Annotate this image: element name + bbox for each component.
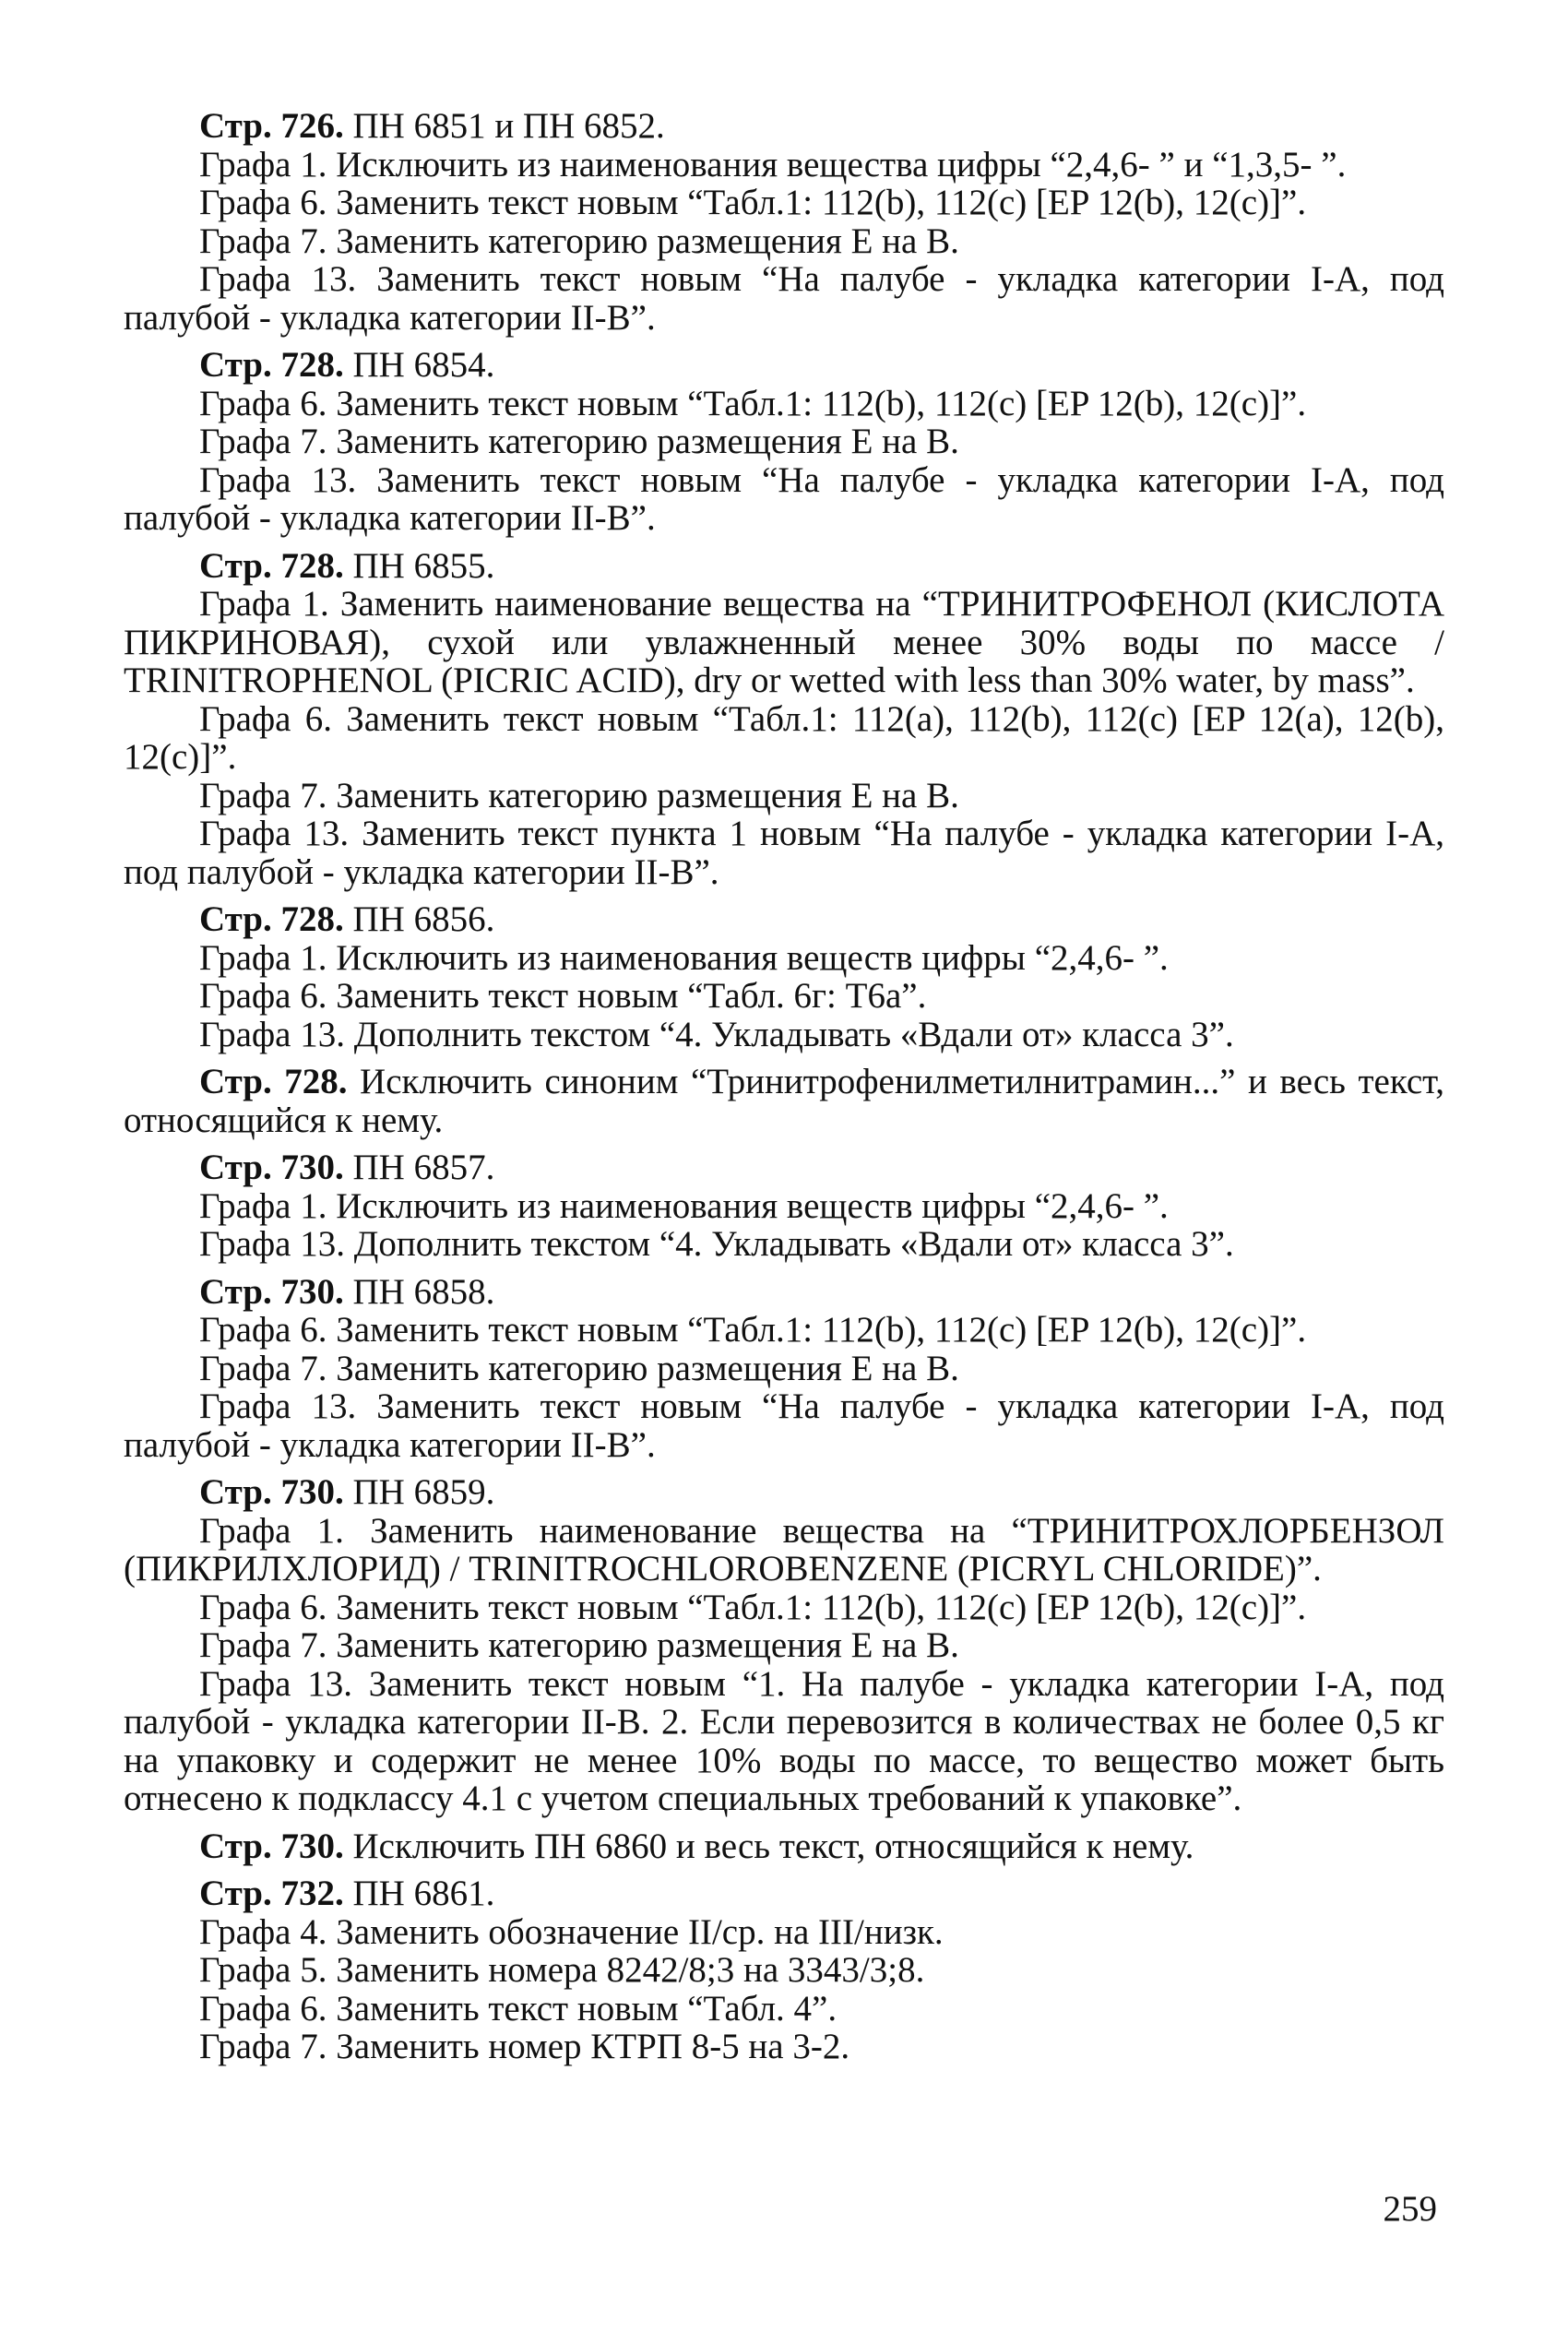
document-body [124,107,1444,2076]
page-reference: Стр. 730. [199,1148,344,1187]
section-heading [124,107,1444,146]
column-instruction: Графа 4. Заменить обозначение II/ср. на III/низк. [199,1911,944,1952]
page-reference: Стр. 732. [199,1874,344,1913]
section-heading [124,900,1444,939]
heading-text: ПН 6855. [343,545,495,586]
page-reference: Стр. 726. [199,106,344,146]
column-instruction: Графа 7. Заменить категорию размещения Е на В. [199,1625,959,1665]
section-heading [124,1063,1444,1139]
column-instruction: Графа 7. Заменить категорию размещения Е на В. [199,220,959,261]
section-heading [124,547,1444,586]
column-instruction: Графа 13. Заменить текст пункта 1 новым “На палубе - укладка категории I-A, под палубой - укладка категории II-B”. [124,814,1444,892]
column-instruction: Графа 6. Заменить текст новым “Табл.1: 112(a), 112(b), 112(c) [EP 12(a), 12(b), 12(c)]”. [124,698,1444,777]
column-instruction: Графа 6. Заменить текст новым “Табл.1: 112(b), 112(c) [EP 12(b), 12(c)]”. [199,383,1307,423]
page-reference: Стр. 728. [199,345,344,385]
heading-text: ПН 6851 и ПН 6852. [343,106,665,146]
page-reference: Стр. 728. [199,899,344,939]
column-instruction: Графа 7. Заменить номер КТРП 8-5 на 3-2. [199,2027,850,2066]
page-reference: Стр. 730. [199,1472,344,1512]
amendment-section [124,1874,1444,2066]
section-heading [124,1874,1444,1913]
column-instruction: Графа 13. Заменить текст новым “На палубе - укладка категории I-A, под палубой - укладка категории II-B”. [124,459,1444,538]
heading-text: ПН 6854. [343,345,495,385]
column-instruction: Графа 7. Заменить категорию размещения Е на В. [199,422,959,461]
amendment-section [124,346,1444,538]
section-heading [124,1148,1444,1187]
column-instruction: Графа 6. Заменить текст новым “Табл.1: 112(b), 112(c) [EP 12(b), 12(c)]”. [199,1587,1307,1627]
column-instruction: Графа 1. Заменить наименование вещества на “ТРИНИТРОХЛОРБЕНЗОЛ (ПИКРИЛХЛОРИД) / TRINITROCHLOROBENZENE (PICRYL CHLORIDE)”. [124,1510,1444,1588]
column-instruction: Графа 6. Заменить текст новым “Табл.1: 112(b), 112(c) [EP 12(b), 12(c)]”. [199,183,1307,222]
heading-text: ПН 6861. [343,1874,495,1913]
section-heading [124,1273,1444,1312]
amendment-section [124,1473,1444,1818]
column-instruction: Графа 7. Заменить категорию размещения Е на В. [199,1348,959,1388]
amendment-section [124,1273,1444,1465]
heading-text: ПН 6858. [343,1271,495,1312]
heading-text: ПН 6857. [343,1148,495,1187]
amendment-section [124,107,1444,337]
section-heading [124,1827,1444,1866]
heading-text: ПН 6859. [343,1472,495,1512]
column-instruction: Графа 13. Дополнить текстом “4. Укладывать «Вдали от» класса 3”. [199,1224,1234,1264]
column-instruction: Графа 13. Заменить текст новым “На палубе - укладка категории I-A, под палубой - укладка категории II-B”. [124,1386,1444,1465]
column-instruction: Графа 5. Заменить номера 8242/8;3 на 3343/3;8. [199,1950,925,1990]
column-instruction: Графа 7. Заменить категорию размещения Е на В. [199,775,959,815]
column-instruction: Графа 13. Дополнить текстом “4. Укладывать «Вдали от» класса 3”. [199,1014,1234,1054]
amendment-section [124,1148,1444,1264]
column-instruction: Графа 1. Заменить наименование вещества на “ТРИНИТРОФЕНОЛ (КИСЛОТА ПИКРИНОВАЯ), сухой или увлажненный менее 30% воды по массе / TRINITROPHENOL (PICRIC ACID), dry or wetted with less than 30% water, by mass”. [124,584,1444,700]
column-instruction: Графа 13. Заменить текст новым “1. На палубе - укладка категории I-A, под палубой - укладка категории II-B. 2. Если перевозится в количествах не более 0,5 кг на упаковку и содержит не менее 10% воды по массе, то вещество может быть отнесено к подклассу 4.1 с учетом специальных требований к упаковке”. [124,1663,1444,1818]
section-heading [124,1473,1444,1512]
column-instruction: Графа 6. Заменить текст новым “Табл. 4”. [199,1988,837,2029]
column-instruction: Графа 1. Исключить из наименования веществ цифры “2,4,6- ”. [199,937,1169,978]
amendment-section [124,1827,1444,1866]
heading-text: ПН 6856. [343,899,495,939]
column-instruction: Графа 1. Исключить из наименования вещества цифры “2,4,6- ” и “1,3,5- ”. [199,144,1347,184]
page-reference: Стр. 730. [199,1271,344,1312]
page-reference: Стр. 730. [199,1826,344,1866]
amendment-section [124,900,1444,1053]
page-reference: Стр. 728. [199,545,344,586]
section-heading [124,346,1444,385]
column-instruction: Графа 1. Исключить из наименования веществ цифры “2,4,6- ”. [199,1185,1169,1226]
page-number: 259 [1383,2189,1437,2229]
heading-text: Исключить синоним “Тринитрофенилметилнитрамин...” и весь текст, относящийся к нему. [124,1062,1444,1140]
column-instruction: Графа 13. Заменить текст новым “На палубе - укладка категории I-A, под палубой - укладка категории II-B”. [124,259,1444,338]
amendment-section [124,547,1444,892]
amendment-section [124,1063,1444,1139]
column-instruction: Графа 6. Заменить текст новым “Табл.1: 112(b), 112(c) [EP 12(b), 12(c)]”. [199,1310,1307,1350]
page-reference: Стр. 728. [199,1062,348,1101]
heading-text: Исключить ПН 6860 и весь текст, относящийся к нему. [343,1826,1194,1866]
column-instruction: Графа 6. Заменить текст новым “Табл. 6г: Т6а”. [199,976,927,1016]
